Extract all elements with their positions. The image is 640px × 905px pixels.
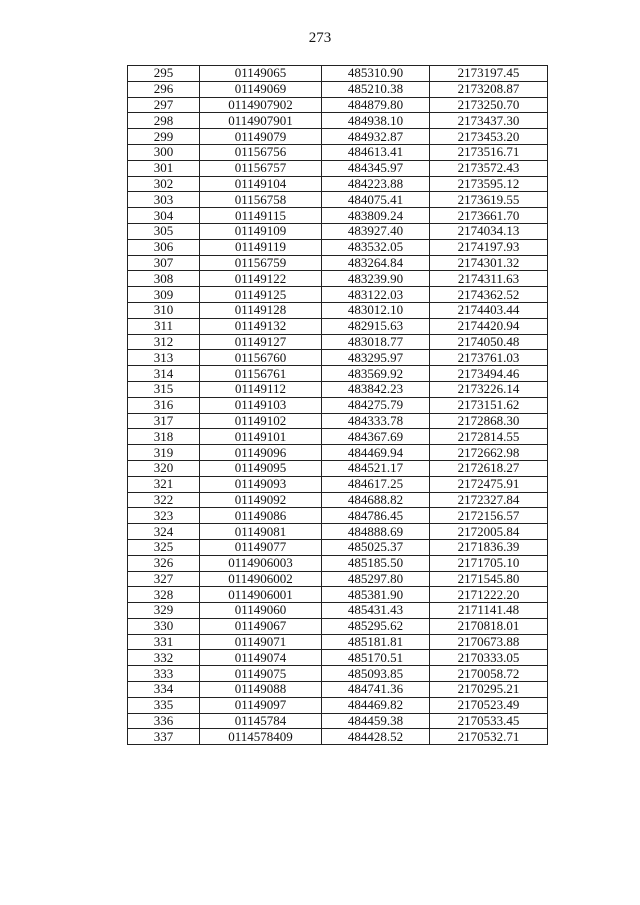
table-row — [128, 413, 548, 429]
row-index-cell: 313 — [128, 350, 200, 366]
row-index-cell: 311 — [128, 318, 200, 334]
table-row — [128, 239, 548, 255]
x-coordinate-cell: 483239.90 — [322, 271, 430, 287]
table-row — [128, 460, 548, 476]
x-coordinate-cell: 484428.52 — [322, 729, 430, 745]
y-coordinate-cell: 2171141.48 — [430, 603, 548, 619]
y-coordinate-cell: 2173494.46 — [430, 366, 548, 382]
x-coordinate-cell: 485025.37 — [322, 539, 430, 555]
table-row — [128, 318, 548, 334]
table-row — [128, 287, 548, 303]
y-coordinate-cell: 2173595.12 — [430, 176, 548, 192]
y-coordinate-cell: 2174420.94 — [430, 318, 548, 334]
x-coordinate-cell: 483295.97 — [322, 350, 430, 366]
point-id-cell: 01156756 — [200, 144, 322, 160]
point-id-cell: 01149112 — [200, 381, 322, 397]
table-row — [128, 381, 548, 397]
x-coordinate-cell: 485431.43 — [322, 603, 430, 619]
table-row — [128, 192, 548, 208]
y-coordinate-cell: 2171836.39 — [430, 539, 548, 555]
table-row — [128, 223, 548, 239]
y-coordinate-cell: 2174403.44 — [430, 302, 548, 318]
row-index-cell: 331 — [128, 634, 200, 650]
x-coordinate-cell: 483122.03 — [322, 287, 430, 303]
x-coordinate-cell: 483927.40 — [322, 223, 430, 239]
row-index-cell: 303 — [128, 192, 200, 208]
point-id-cell: 01149095 — [200, 460, 322, 476]
point-id-cell: 01156761 — [200, 366, 322, 382]
row-index-cell: 328 — [128, 587, 200, 603]
x-coordinate-cell: 483018.77 — [322, 334, 430, 350]
x-coordinate-cell: 484617.25 — [322, 476, 430, 492]
point-id-cell: 01149086 — [200, 508, 322, 524]
x-coordinate-cell: 485297.80 — [322, 571, 430, 587]
row-index-cell: 336 — [128, 713, 200, 729]
table-row — [128, 66, 548, 82]
x-coordinate-cell: 484786.45 — [322, 508, 430, 524]
y-coordinate-cell: 2174050.48 — [430, 334, 548, 350]
y-coordinate-cell: 2172156.57 — [430, 508, 548, 524]
x-coordinate-cell: 484879.80 — [322, 97, 430, 113]
y-coordinate-cell: 2174362.52 — [430, 287, 548, 303]
table-row — [128, 81, 548, 97]
row-index-cell: 307 — [128, 255, 200, 271]
x-coordinate-cell: 485181.81 — [322, 634, 430, 650]
y-coordinate-cell: 2170673.88 — [430, 634, 548, 650]
row-index-cell: 325 — [128, 539, 200, 555]
table-row — [128, 634, 548, 650]
table-row — [128, 697, 548, 713]
table-row — [128, 713, 548, 729]
row-index-cell: 309 — [128, 287, 200, 303]
y-coordinate-cell: 2171705.10 — [430, 555, 548, 571]
x-coordinate-cell: 484275.79 — [322, 397, 430, 413]
point-id-cell: 01149069 — [200, 81, 322, 97]
row-index-cell: 300 — [128, 144, 200, 160]
x-coordinate-cell: 484688.82 — [322, 492, 430, 508]
y-coordinate-cell: 2171545.80 — [430, 571, 548, 587]
y-coordinate-cell: 2173437.30 — [430, 113, 548, 129]
row-index-cell: 297 — [128, 97, 200, 113]
table-row — [128, 539, 548, 555]
y-coordinate-cell: 2170058.72 — [430, 666, 548, 682]
x-coordinate-cell: 484741.36 — [322, 682, 430, 698]
y-coordinate-cell: 2173453.20 — [430, 129, 548, 145]
table-row — [128, 271, 548, 287]
y-coordinate-cell: 2173761.03 — [430, 350, 548, 366]
coordinates-table — [127, 65, 548, 745]
table-row — [128, 176, 548, 192]
row-index-cell: 329 — [128, 603, 200, 619]
x-coordinate-cell: 485381.90 — [322, 587, 430, 603]
y-coordinate-cell: 2170333.05 — [430, 650, 548, 666]
x-coordinate-cell: 484938.10 — [322, 113, 430, 129]
table-row — [128, 302, 548, 318]
point-id-cell: 0114906001 — [200, 587, 322, 603]
x-coordinate-cell: 484345.97 — [322, 160, 430, 176]
point-id-cell: 01149088 — [200, 682, 322, 698]
point-id-cell: 01149079 — [200, 129, 322, 145]
x-coordinate-cell: 484521.17 — [322, 460, 430, 476]
x-coordinate-cell: 484075.41 — [322, 192, 430, 208]
row-index-cell: 332 — [128, 650, 200, 666]
point-id-cell: 01149132 — [200, 318, 322, 334]
y-coordinate-cell: 2171222.20 — [430, 587, 548, 603]
row-index-cell: 317 — [128, 413, 200, 429]
table-row — [128, 144, 548, 160]
row-index-cell: 321 — [128, 476, 200, 492]
y-coordinate-cell: 2173661.70 — [430, 208, 548, 224]
y-coordinate-cell: 2174311.63 — [430, 271, 548, 287]
row-index-cell: 310 — [128, 302, 200, 318]
y-coordinate-cell: 2172618.27 — [430, 460, 548, 476]
point-id-cell: 01149109 — [200, 223, 322, 239]
point-id-cell: 01149067 — [200, 618, 322, 634]
y-coordinate-cell: 2172662.98 — [430, 445, 548, 461]
row-index-cell: 295 — [128, 66, 200, 82]
point-id-cell: 01149077 — [200, 539, 322, 555]
table-row — [128, 508, 548, 524]
table-row — [128, 492, 548, 508]
point-id-cell: 0114578409 — [200, 729, 322, 745]
point-id-cell: 0114907901 — [200, 113, 322, 129]
x-coordinate-cell: 483012.10 — [322, 302, 430, 318]
row-index-cell: 306 — [128, 239, 200, 255]
y-coordinate-cell: 2173226.14 — [430, 381, 548, 397]
table-row — [128, 555, 548, 571]
x-coordinate-cell: 484888.69 — [322, 524, 430, 540]
x-coordinate-cell: 485185.50 — [322, 555, 430, 571]
x-coordinate-cell: 484367.69 — [322, 429, 430, 445]
row-index-cell: 298 — [128, 113, 200, 129]
x-coordinate-cell: 483264.84 — [322, 255, 430, 271]
table-row — [128, 682, 548, 698]
row-index-cell: 305 — [128, 223, 200, 239]
point-id-cell: 01149060 — [200, 603, 322, 619]
row-index-cell: 314 — [128, 366, 200, 382]
y-coordinate-cell: 2174301.32 — [430, 255, 548, 271]
table-row — [128, 97, 548, 113]
table-row — [128, 429, 548, 445]
point-id-cell: 01149096 — [200, 445, 322, 461]
x-coordinate-cell: 484613.41 — [322, 144, 430, 160]
y-coordinate-cell: 2173250.70 — [430, 97, 548, 113]
x-coordinate-cell: 483842.23 — [322, 381, 430, 397]
x-coordinate-cell: 483569.92 — [322, 366, 430, 382]
table-row — [128, 129, 548, 145]
x-coordinate-cell: 485210.38 — [322, 81, 430, 97]
x-coordinate-cell: 484469.94 — [322, 445, 430, 461]
table-row — [128, 160, 548, 176]
row-index-cell: 320 — [128, 460, 200, 476]
row-index-cell: 312 — [128, 334, 200, 350]
row-index-cell: 335 — [128, 697, 200, 713]
table-row — [128, 729, 548, 745]
y-coordinate-cell: 2174197.93 — [430, 239, 548, 255]
y-coordinate-cell: 2173572.43 — [430, 160, 548, 176]
row-index-cell: 324 — [128, 524, 200, 540]
y-coordinate-cell: 2170818.01 — [430, 618, 548, 634]
x-coordinate-cell: 482915.63 — [322, 318, 430, 334]
y-coordinate-cell: 2173516.71 — [430, 144, 548, 160]
y-coordinate-cell: 2173197.45 — [430, 66, 548, 82]
point-id-cell: 0114907902 — [200, 97, 322, 113]
table-row — [128, 445, 548, 461]
y-coordinate-cell: 2172327.84 — [430, 492, 548, 508]
y-coordinate-cell: 2170532.71 — [430, 729, 548, 745]
table-row — [128, 587, 548, 603]
table-row — [128, 666, 548, 682]
point-id-cell: 01149103 — [200, 397, 322, 413]
point-id-cell: 01156760 — [200, 350, 322, 366]
row-index-cell: 304 — [128, 208, 200, 224]
y-coordinate-cell: 2173208.87 — [430, 81, 548, 97]
y-coordinate-cell: 2170523.49 — [430, 697, 548, 713]
table-row — [128, 366, 548, 382]
y-coordinate-cell: 2170533.45 — [430, 713, 548, 729]
point-id-cell: 01149097 — [200, 697, 322, 713]
row-index-cell: 319 — [128, 445, 200, 461]
table-row — [128, 650, 548, 666]
y-coordinate-cell: 2173619.55 — [430, 192, 548, 208]
x-coordinate-cell: 484459.38 — [322, 713, 430, 729]
x-coordinate-cell: 484932.87 — [322, 129, 430, 145]
x-coordinate-cell: 484223.88 — [322, 176, 430, 192]
row-index-cell: 337 — [128, 729, 200, 745]
row-index-cell: 299 — [128, 129, 200, 145]
row-index-cell: 326 — [128, 555, 200, 571]
point-id-cell: 01156758 — [200, 192, 322, 208]
point-id-cell: 01149101 — [200, 429, 322, 445]
y-coordinate-cell: 2172475.91 — [430, 476, 548, 492]
row-index-cell: 334 — [128, 682, 200, 698]
row-index-cell: 330 — [128, 618, 200, 634]
y-coordinate-cell: 2172868.30 — [430, 413, 548, 429]
table-row — [128, 255, 548, 271]
row-index-cell: 296 — [128, 81, 200, 97]
y-coordinate-cell: 2174034.13 — [430, 223, 548, 239]
x-coordinate-cell: 485295.62 — [322, 618, 430, 634]
point-id-cell: 0114906003 — [200, 555, 322, 571]
table-row — [128, 334, 548, 350]
point-id-cell: 01149115 — [200, 208, 322, 224]
row-index-cell: 301 — [128, 160, 200, 176]
row-index-cell: 308 — [128, 271, 200, 287]
point-id-cell: 01149092 — [200, 492, 322, 508]
row-index-cell: 318 — [128, 429, 200, 445]
point-id-cell: 01149093 — [200, 476, 322, 492]
point-id-cell: 01149119 — [200, 239, 322, 255]
table-row — [128, 476, 548, 492]
row-index-cell: 315 — [128, 381, 200, 397]
x-coordinate-cell: 483809.24 — [322, 208, 430, 224]
x-coordinate-cell: 485170.51 — [322, 650, 430, 666]
table-row — [128, 618, 548, 634]
table-row — [128, 397, 548, 413]
x-coordinate-cell: 484469.82 — [322, 697, 430, 713]
point-id-cell: 01149074 — [200, 650, 322, 666]
point-id-cell: 01149128 — [200, 302, 322, 318]
y-coordinate-cell: 2170295.21 — [430, 682, 548, 698]
x-coordinate-cell: 483532.05 — [322, 239, 430, 255]
point-id-cell: 01149125 — [200, 287, 322, 303]
table-row — [128, 603, 548, 619]
y-coordinate-cell: 2172814.55 — [430, 429, 548, 445]
point-id-cell: 01156757 — [200, 160, 322, 176]
point-id-cell: 01149102 — [200, 413, 322, 429]
point-id-cell: 01145784 — [200, 713, 322, 729]
y-coordinate-cell: 2173151.62 — [430, 397, 548, 413]
point-id-cell: 01149071 — [200, 634, 322, 650]
point-id-cell: 01149081 — [200, 524, 322, 540]
row-index-cell: 302 — [128, 176, 200, 192]
row-index-cell: 322 — [128, 492, 200, 508]
table-row — [128, 571, 548, 587]
point-id-cell: 01149122 — [200, 271, 322, 287]
row-index-cell: 333 — [128, 666, 200, 682]
point-id-cell: 01149075 — [200, 666, 322, 682]
page-number: 273 — [308, 30, 332, 46]
table-row — [128, 524, 548, 540]
coordinates-table-body — [128, 66, 548, 745]
row-index-cell: 323 — [128, 508, 200, 524]
x-coordinate-cell: 485093.85 — [322, 666, 430, 682]
point-id-cell: 0114906002 — [200, 571, 322, 587]
point-id-cell: 01149127 — [200, 334, 322, 350]
table-row — [128, 208, 548, 224]
row-index-cell: 316 — [128, 397, 200, 413]
row-index-cell: 327 — [128, 571, 200, 587]
table-row — [128, 350, 548, 366]
x-coordinate-cell: 484333.78 — [322, 413, 430, 429]
point-id-cell: 01156759 — [200, 255, 322, 271]
x-coordinate-cell: 485310.90 — [322, 66, 430, 82]
y-coordinate-cell: 2172005.84 — [430, 524, 548, 540]
point-id-cell: 01149104 — [200, 176, 322, 192]
table-row — [128, 113, 548, 129]
point-id-cell: 01149065 — [200, 66, 322, 82]
